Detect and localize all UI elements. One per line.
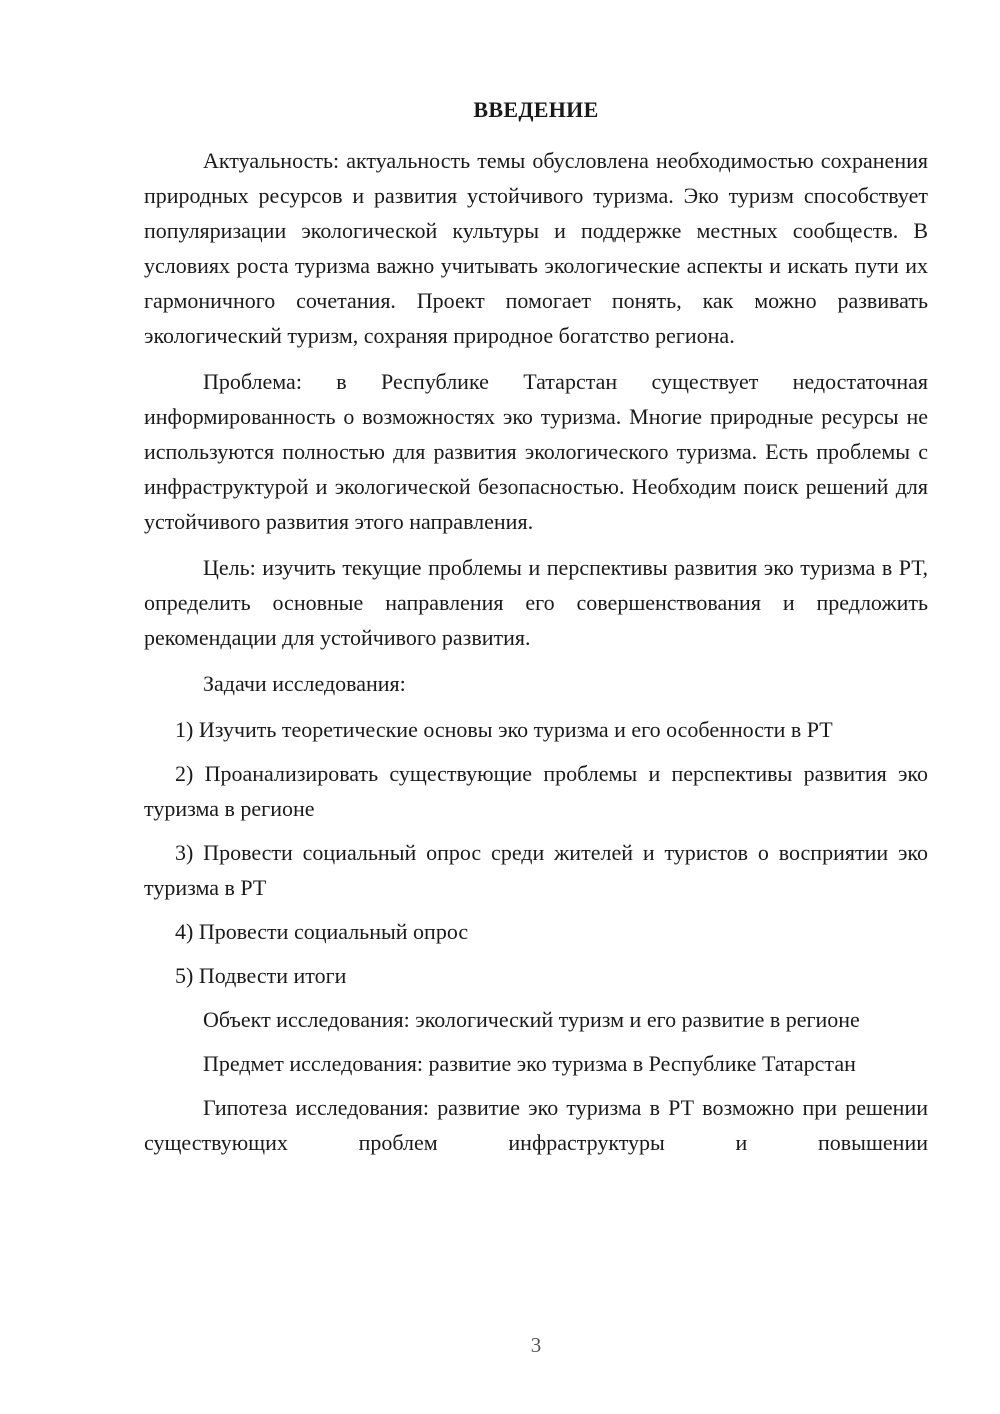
paragraph-hypothesis: Гипотеза исследования: развитие эко туризма в РТ возможно при решении существующих проблем инфраструктуры и повышении (144, 1095, 928, 1155)
paragraph-relevance: Актуальность: актуальность темы обусловлена необходимостью сохранения природных ресурсов и развития устойчивого туризма. Эко туризм способствует популяризации экологической культуры и поддержке местных сообществ. В условиях роста туризма важно учитывать экологические аспекты и искать пути их гармоничного сочетания. Проект помогает понять, как можно развивать экологический туризм, сохраняя природное богатство региона. (144, 148, 928, 348)
list-item: 2) Проанализировать существующие проблемы и перспективы развития эко туризма в регионе (144, 761, 928, 821)
paragraph-problem: Проблема: в Республике Татарстан существует недостаточная информированность о возможностях эко туризма. Многие природные ресурсы не используются полностью для развития экологического туризма. Есть проблемы с инфраструктурой и экологической безопасностью. Необходим поиск решений для устойчивого развития этого направления. (144, 369, 928, 534)
section-title: ВВЕДЕНИЕ (473, 97, 599, 122)
paragraph-object: Объект исследования: экологический туризм и его развитие в регионе (203, 1007, 860, 1032)
list-item: 5) Подвести итоги (175, 963, 347, 988)
paragraph-subject: Предмет исследования: развитие эко туризма в Республике Татарстан (203, 1051, 856, 1076)
paragraph-tasks-heading: Задачи исследования: (203, 671, 406, 696)
list-item: 4) Провести социальный опрос (175, 919, 469, 944)
list-item: 3) Провести социальный опрос среди жителей и туристов о восприятии эко туризма в РТ (144, 840, 928, 900)
document-body (144, 143, 928, 1160)
list-item: 1) Изучить теоретические основы эко туризма и его особенности в РТ (175, 717, 833, 742)
page-number: 3 (530, 1333, 542, 1357)
paragraph-goal: Цель: изучить текущие проблемы и перспективы развития эко туризма в РТ, определить основные направления его совершенствования и предложить рекомендации для устойчивого развития. (144, 555, 928, 650)
